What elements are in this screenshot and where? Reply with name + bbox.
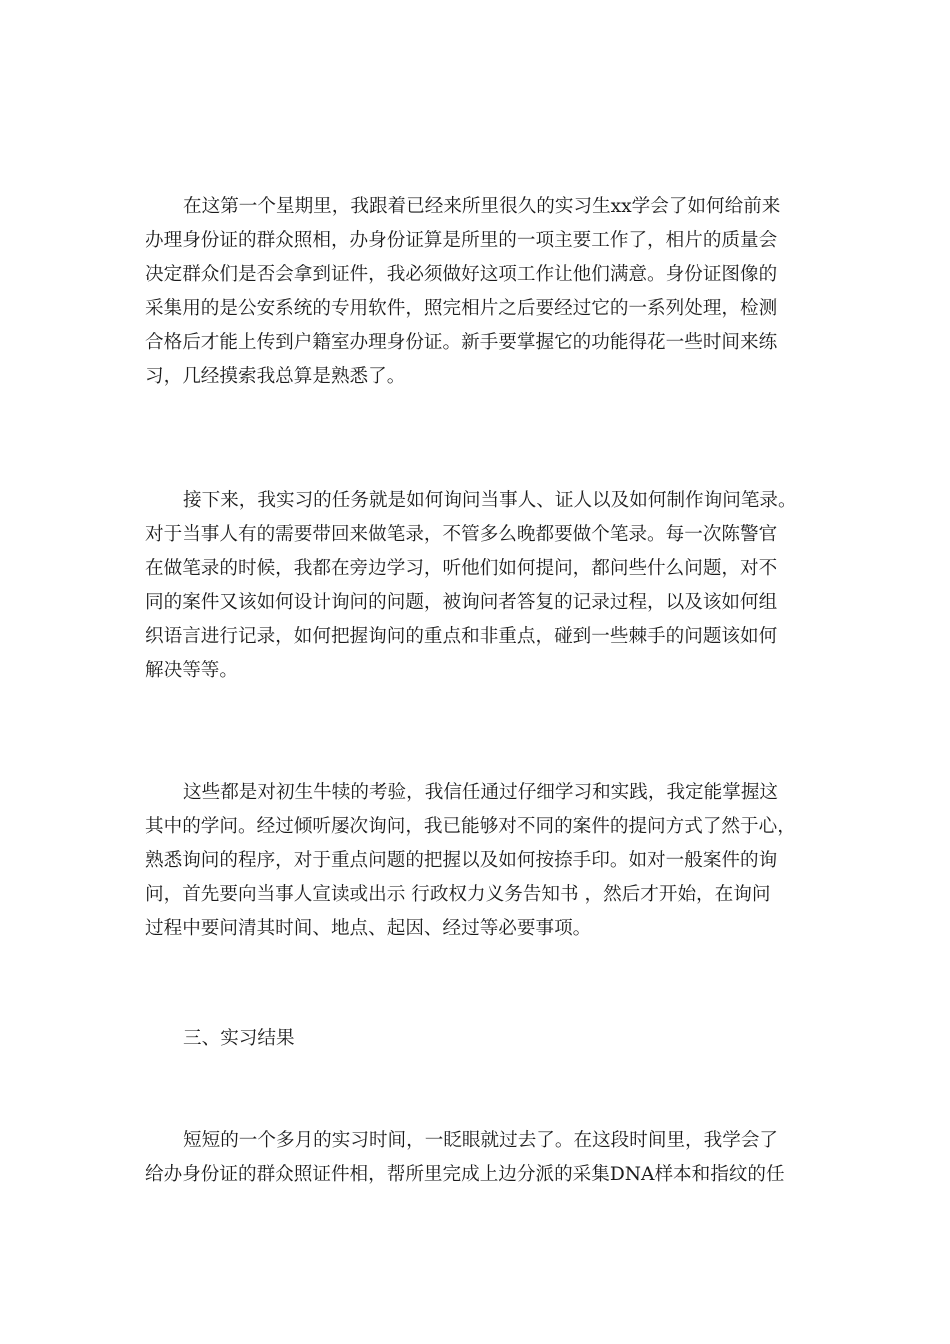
paragraph-3-line-5: 过程中要问清其时间、地点、起因、经过等必要事项。 xyxy=(145,918,592,939)
paragraph-2-line-4: 同的案件又该如何设计询问的问题，被询问者答复的记录过程，以及该如何组 xyxy=(145,592,778,613)
paragraph-3-line-3: 熟悉询问的程序，对于重点问题的把握以及如何按捺手印。如对一般案件的询 xyxy=(145,850,778,871)
paragraph-4-line-2: 给办身份证的群众照证件相，帮所里完成上边分派的采集DNA样本和指纹的任 xyxy=(145,1164,785,1185)
paragraph-2-line-2: 对于当事人有的需要带回来做笔录，不管多么晚都要做个笔录。每一次陈警官 xyxy=(145,524,778,545)
paragraph-3-line-2: 其中的学问。经过倾听屡次询问，我已能够对不同的案件的提问方式了然于心， xyxy=(145,816,796,837)
paragraph-1-line-3: 决定群众们是否会拿到证件，我必须做好这项工作让他们满意。身份证图像的 xyxy=(145,264,778,285)
paragraph-1-line-6: 习，几经摸索我总算是熟悉了。 xyxy=(145,366,406,387)
paragraph-4-line-1: 短短的一个多月的实习时间，一眨眼就过去了。在这段时间里，我学会了 xyxy=(183,1130,779,1151)
section-heading: 三、实习结果 xyxy=(183,1028,295,1049)
paragraph-2-line-1: 接下来，我实习的任务就是如何询问当事人、证人以及如何制作询问笔录。 xyxy=(183,490,797,511)
paragraph-1-line-1: 在这第一个星期里，我跟着已经来所里很久的实习生xx学会了如何给前来 xyxy=(183,196,781,217)
paragraph-2-line-6: 解决等等。 xyxy=(145,660,238,681)
paragraph-1-line-4: 采集用的是公安系统的专用软件，照完相片之后要经过它的一系列处理，检测 xyxy=(145,298,778,319)
paragraph-2-line-5: 织语言进行记录，如何把握询问的重点和非重点，碰到一些棘手的问题该如何 xyxy=(145,626,778,647)
paragraph-3-line-1: 这些都是对初生牛犊的考验，我信任通过仔细学习和实践，我定能掌握这 xyxy=(183,782,779,803)
paragraph-3-line-4: 问，首先要向当事人宣读或出示 行政权力义务告知书 ，然后才开始，在询问 xyxy=(145,884,771,905)
paragraph-1-line-2: 办理身份证的群众照相，办身份证算是所里的一项主要工作了，相片的质量会 xyxy=(145,230,778,251)
paragraph-2-line-3: 在做笔录的时候，我都在旁边学习，听他们如何提问，都问些什么问题，对不 xyxy=(145,558,778,579)
paragraph-1-line-5: 合格后才能上传到户籍室办理身份证。新手要掌握它的功能得花一些时间来练 xyxy=(145,332,778,353)
